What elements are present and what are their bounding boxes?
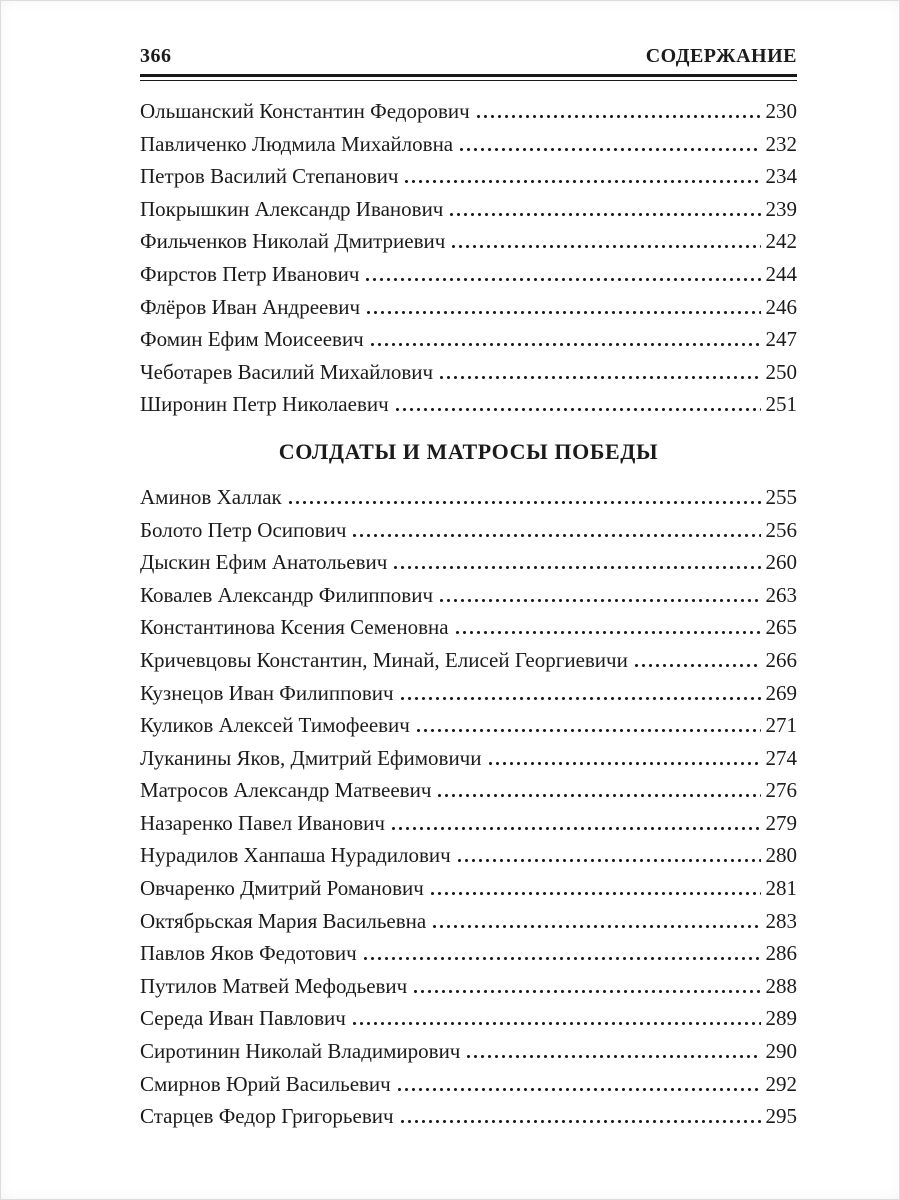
toc-entry-title: Павлов Яков Федотович [140, 941, 357, 966]
toc-entry-page: 230 [765, 99, 797, 123]
dot-leader [460, 148, 760, 151]
header-title: СОДЕРЖАНИЕ [645, 45, 797, 67]
dot-leader [414, 990, 760, 993]
toc-entry-page: 269 [765, 680, 797, 705]
section-heading: СОЛДАТЫ И МАТРОСЫ ПОБЕДЫ [278, 438, 659, 464]
dot-leader [477, 115, 761, 118]
toc-entry-page: 281 [765, 876, 797, 901]
toc-entry-title: Петров Василий Степанович [140, 164, 399, 189]
toc-entry [140, 774, 797, 807]
toc-entry-title: Кричевцовы Константин, Минай, Елисей Георгиевичи [140, 647, 628, 672]
dot-leader [433, 925, 760, 928]
toc-entry-title: Константинова Ксения Семеновна [140, 615, 449, 640]
toc-entry [140, 481, 797, 514]
page-number: 366 [140, 45, 172, 67]
toc-entry [140, 225, 797, 258]
toc-entry-title: Овчаренко Дмитрий Романович [140, 876, 424, 901]
toc-entry-title: Фомин Ефим Моисеевич [140, 327, 364, 352]
dot-leader [366, 278, 760, 281]
toc-entry [140, 872, 797, 905]
dot-leader [405, 180, 760, 183]
dot-leader [398, 1088, 761, 1091]
toc-entry-title: Середа Иван Павлович [140, 1006, 346, 1031]
toc-entry-page: 289 [765, 1006, 797, 1031]
dot-leader [401, 1120, 761, 1123]
dot-leader [364, 957, 761, 960]
toc-entry [140, 128, 797, 161]
toc-entry-page: 234 [765, 164, 797, 189]
toc-entry-page: 250 [765, 359, 797, 384]
toc-entry-page: 232 [765, 131, 797, 156]
toc-section-2 [140, 481, 797, 1133]
toc-entry-page: 260 [765, 550, 797, 575]
toc-entry-page: 247 [765, 327, 797, 352]
toc-entry [140, 709, 797, 742]
toc-entry [140, 839, 797, 872]
toc-entry [140, 644, 797, 677]
toc-entry-page: 295 [765, 1104, 797, 1129]
toc-entry-page: 242 [765, 229, 797, 254]
toc-entry [140, 323, 797, 356]
toc-entry-page: 274 [765, 745, 797, 770]
toc-entry-page: 251 [765, 392, 797, 417]
toc-entry [140, 160, 797, 193]
toc-entry [140, 742, 797, 775]
toc-entry-title: Ольшанский Константин Федорович [140, 99, 470, 123]
toc-entry [140, 546, 797, 579]
toc-entry-title: Нурадилов Ханпаша Нурадилович [140, 843, 451, 868]
toc-entry [140, 1002, 797, 1035]
dot-leader [440, 599, 760, 602]
toc-entry-page: 263 [765, 582, 797, 607]
toc-entry-title: Чеботарев Василий Михайлович [140, 359, 434, 384]
toc-entry-title: Старцев Федор Григорьевич [140, 1104, 394, 1129]
toc-entry-title: Покрышкин Александр Иванович [140, 196, 444, 221]
toc-entry [140, 1035, 797, 1068]
dot-leader [392, 827, 761, 830]
toc-entry [140, 291, 797, 324]
dot-leader [467, 1055, 760, 1058]
toc-entry-title: Луканины Яков, Дмитрий Ефимовичи [140, 745, 482, 770]
toc-section-1 [140, 95, 797, 421]
toc-entry-title: Смирнов Юрий Васильевич [140, 1071, 391, 1096]
page-header [140, 44, 797, 68]
toc-entry-title: Широнин Петр Николаевич [140, 392, 389, 417]
toc-entry [140, 611, 797, 644]
dot-leader [450, 213, 760, 216]
toc-entry [140, 356, 797, 389]
toc-entry-title: Куликов Алексей Тимофеевич [140, 713, 410, 738]
dot-leader [396, 408, 761, 411]
toc-entry-page: 288 [765, 973, 797, 998]
toc-entry [140, 905, 797, 938]
toc-entry-title: Болото Петр Осипович [140, 517, 347, 542]
dot-leader [635, 664, 761, 667]
toc-entry-title: Ковалев Александр Филиппович [140, 582, 434, 607]
dot-leader [371, 343, 761, 346]
toc-entry-page: 290 [765, 1039, 797, 1064]
toc-entry-page: 276 [765, 778, 797, 803]
toc-entry-title: Флёров Иван Андреевич [140, 294, 361, 319]
toc-entry-title: Аминов Халлак [140, 484, 282, 509]
toc-entry-page: 266 [765, 647, 797, 672]
toc-entry-page: 280 [765, 843, 797, 868]
dot-leader [394, 566, 760, 569]
toc-entry-title: Фильченков Николай Дмитриевич [140, 229, 446, 254]
dot-leader [452, 245, 760, 248]
toc-entry [140, 677, 797, 710]
toc-entry [140, 388, 797, 421]
toc-entry-title: Сиротинин Николай Владимирович [140, 1039, 461, 1064]
toc-entry-title: Матросов Александр Матвеевич [140, 778, 432, 803]
dot-leader [367, 311, 760, 314]
toc-entry [140, 1100, 797, 1133]
dot-leader [401, 697, 761, 700]
dot-leader [353, 534, 760, 537]
toc-entry-title: Назаренко Павел Иванович [140, 810, 385, 835]
toc-entry-page: 265 [765, 615, 797, 640]
toc-entry-title: Кузнецов Иван Филиппович [140, 680, 394, 705]
toc-entry [140, 193, 797, 226]
toc-entry-page: 286 [765, 941, 797, 966]
toc-entry [140, 970, 797, 1003]
dot-leader [456, 631, 761, 634]
toc-entry-page: 279 [765, 810, 797, 835]
toc-entry [140, 258, 797, 291]
dot-leader [458, 859, 761, 862]
toc-entry [140, 579, 797, 612]
toc-entry-page: 283 [765, 908, 797, 933]
dot-leader [431, 892, 761, 895]
toc-entry [140, 937, 797, 970]
dot-leader [289, 501, 761, 504]
toc-entry-page: 255 [765, 484, 797, 509]
toc-entry-title: Путилов Матвей Мефодьевич [140, 973, 408, 998]
toc-entry-title: Павличенко Людмила Михайловна [140, 131, 454, 156]
toc-entry-title: Октябрьская Мария Васильевна [140, 908, 427, 933]
toc-entry-title: Фирстов Петр Иванович [140, 261, 360, 286]
dot-leader [417, 729, 761, 732]
toc-entry-page: 292 [765, 1071, 797, 1096]
toc-entry [140, 514, 797, 547]
dot-leader [440, 376, 760, 379]
toc-entry-page: 246 [765, 294, 797, 319]
dot-leader [353, 1022, 761, 1025]
toc-entry-page: 271 [765, 713, 797, 738]
toc-entry [140, 807, 797, 840]
toc-entry [140, 95, 797, 128]
dot-leader [489, 762, 761, 765]
toc-entry-page: 256 [765, 517, 797, 542]
toc-entry-page: 244 [765, 261, 797, 286]
toc-entry-title: Дыскин Ефим Анатольевич [140, 550, 388, 575]
dot-leader [438, 794, 760, 797]
toc-entry [140, 1068, 797, 1101]
header-divider-rule [140, 74, 797, 81]
toc-entry-page: 239 [765, 196, 797, 221]
